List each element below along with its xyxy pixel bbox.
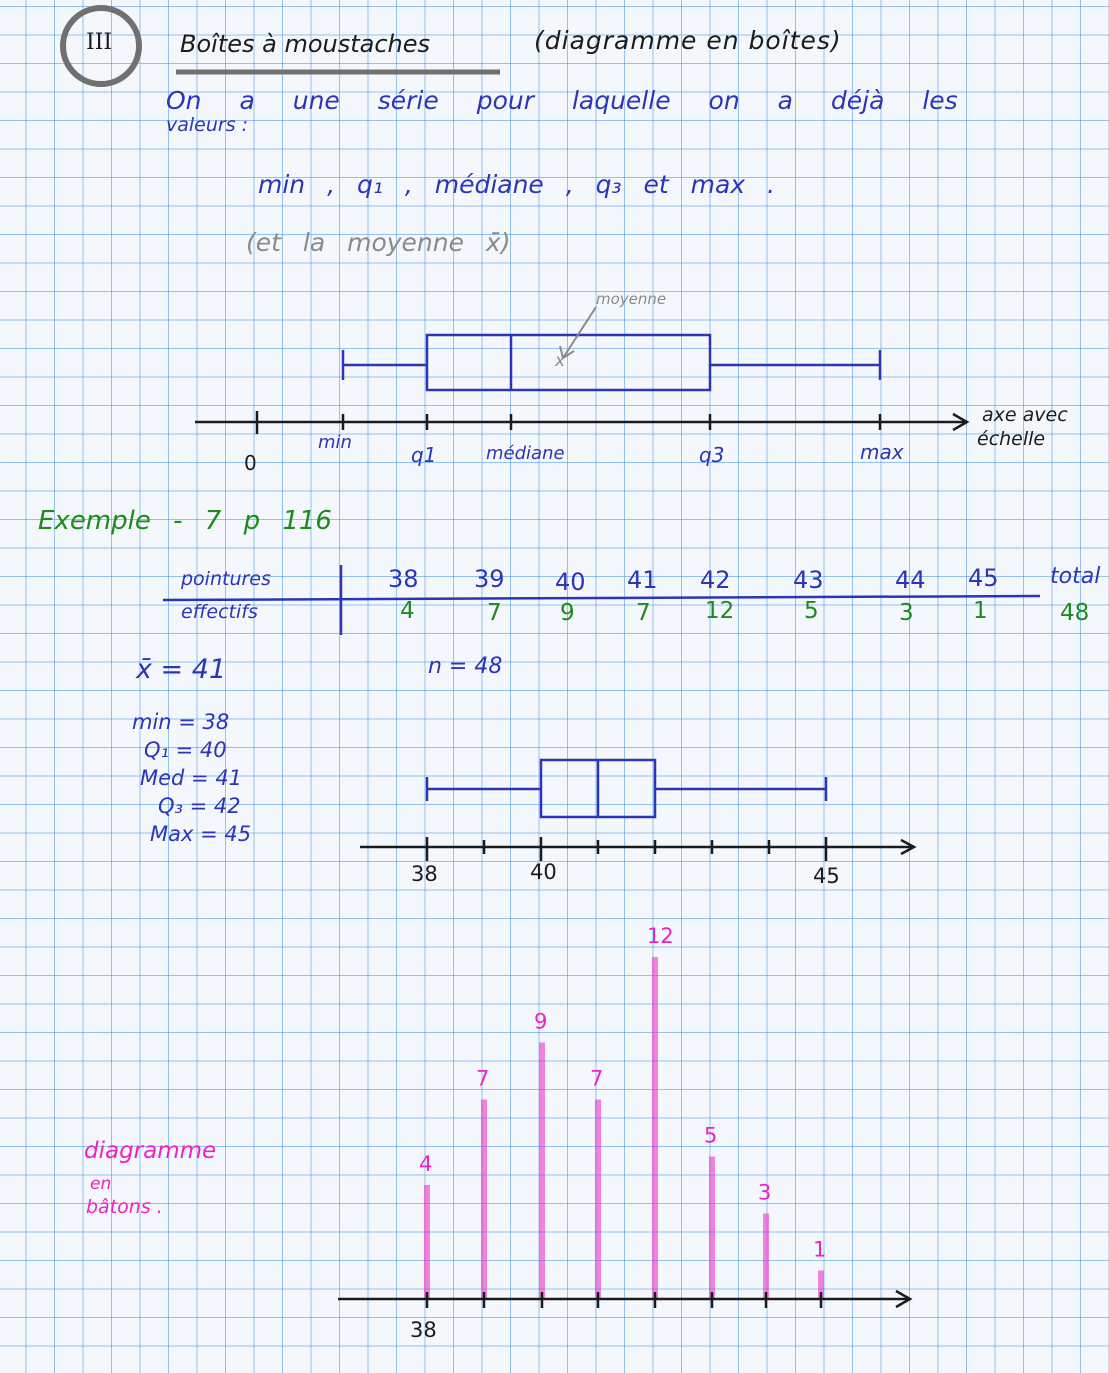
mean-mark: x bbox=[555, 351, 566, 371]
table-effectif-cell: 9 bbox=[560, 600, 575, 626]
values-list: min , q₁ , médiane , q₃ et max . bbox=[258, 170, 775, 199]
boxplot-axis-label: 38 bbox=[411, 862, 438, 886]
example-mean: x̄ = 41 bbox=[136, 654, 227, 685]
bar-41 bbox=[595, 1100, 601, 1300]
table-pointure-cell: 44 bbox=[895, 566, 926, 594]
bar-value-label: 1 bbox=[813, 1237, 827, 1262]
table-effectif-cell: 12 bbox=[705, 598, 735, 624]
example-n: n = 48 bbox=[428, 654, 503, 679]
mean-label: moyenne bbox=[596, 290, 667, 308]
table-pointure-cell: 39 bbox=[474, 565, 505, 593]
bar-diagram-label-1: diagramme bbox=[84, 1138, 217, 1164]
bar-value-label: 7 bbox=[590, 1066, 604, 1091]
schema-label-q1: q1 bbox=[411, 443, 437, 467]
stat-q3: Q₃ = 42 bbox=[158, 794, 241, 818]
bar-value-label: 12 bbox=[647, 924, 674, 948]
boxplot-axis-label: 45 bbox=[813, 864, 840, 888]
bar-diagram-label-2: en bbox=[90, 1174, 112, 1194]
bar-40 bbox=[539, 1043, 545, 1300]
table-effectif-cell: 4 bbox=[400, 598, 415, 624]
stat-median: Med = 41 bbox=[140, 766, 243, 790]
schema-axis-title-2: échelle bbox=[977, 428, 1046, 450]
table-pointure-cell: 41 bbox=[627, 566, 658, 594]
bar-39 bbox=[481, 1100, 487, 1300]
example-title: Exemple - 7 p 116 bbox=[38, 506, 332, 536]
table-pointure-cell: 43 bbox=[793, 566, 824, 594]
bar-42 bbox=[652, 957, 658, 1299]
table-header-pointures: pointures bbox=[181, 568, 271, 590]
table-effectif-cell: 7 bbox=[636, 600, 651, 626]
section-subtitle: (diagramme en boîtes) bbox=[534, 26, 842, 55]
table-effectif-cell: 5 bbox=[804, 598, 819, 624]
table-effectif-cell: 3 bbox=[899, 600, 914, 626]
stat-min: min = 38 bbox=[132, 710, 230, 734]
bar-value-label: 9 bbox=[534, 1009, 548, 1034]
schema-label-0: 0 bbox=[244, 451, 257, 475]
intro-line-2: valeurs : bbox=[166, 114, 249, 136]
bar-44 bbox=[763, 1214, 769, 1300]
stat-max: Max = 45 bbox=[150, 822, 252, 846]
schema-label-max: max bbox=[860, 440, 904, 464]
section-number: III bbox=[86, 30, 113, 55]
schema-label-q3: q3 bbox=[699, 443, 725, 467]
table-total-label: total bbox=[1050, 564, 1101, 589]
intro-line-1: On a une série pour laquelle on a déjà les bbox=[166, 86, 958, 115]
section-title: Boîtes à moustaches bbox=[180, 30, 431, 58]
stat-q1: Q₁ = 40 bbox=[144, 738, 227, 762]
bar-value-label: 5 bbox=[704, 1123, 718, 1148]
bar-value-label: 4 bbox=[419, 1152, 433, 1176]
table-total-value: 48 bbox=[1060, 600, 1090, 626]
bar-38 bbox=[424, 1185, 430, 1299]
bar-axis-label: 38 bbox=[410, 1318, 437, 1342]
bar-value-label: 7 bbox=[476, 1066, 490, 1091]
schema-axis-title-1: axe avec bbox=[982, 404, 1068, 426]
bar-value-label: 3 bbox=[758, 1180, 772, 1205]
table-effectif-cell: 1 bbox=[973, 598, 988, 624]
bar-43 bbox=[709, 1157, 715, 1300]
schema-label-median: médiane bbox=[486, 443, 565, 464]
table-effectif-cell: 7 bbox=[487, 600, 502, 626]
boxplot-axis-label: 40 bbox=[530, 860, 557, 884]
table-pointure-cell: 42 bbox=[700, 566, 731, 594]
schema-label-min: min bbox=[318, 432, 352, 453]
table-pointure-cell: 45 bbox=[968, 564, 999, 592]
mean-note: (et la moyenne x̄) bbox=[246, 228, 511, 257]
table-pointure-cell: 40 bbox=[555, 568, 586, 596]
table-header-effectifs: effectifs bbox=[181, 601, 258, 623]
bar-diagram-label-3: bâtons . bbox=[86, 1196, 163, 1218]
table-pointure-cell: 38 bbox=[388, 565, 419, 593]
